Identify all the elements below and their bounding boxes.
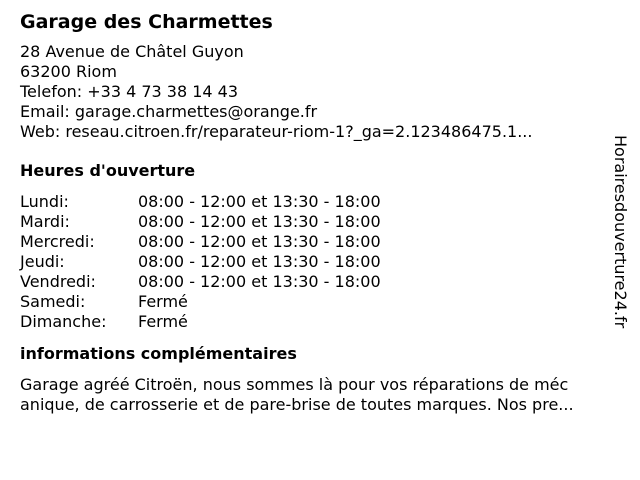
description-line-2: anique, de carrosserie et de pare-brise de toutes marques. Nos pre... (20, 395, 574, 414)
business-description (20, 375, 626, 415)
address-line-1: 28 Avenue de Châtel Guyon (20, 42, 244, 61)
time-value: 08:00 - 12:00 et 13:30 - 18:00 (138, 252, 381, 271)
day-label: Dimanche: (20, 312, 107, 331)
additional-info-heading: informations complémentaires (20, 344, 297, 363)
hours-row-monday (20, 192, 610, 212)
time-value: 08:00 - 12:00 et 13:30 - 18:00 (138, 272, 381, 291)
day-label: Lundi: (20, 192, 69, 211)
hours-row-thursday (20, 252, 610, 272)
hours-row-friday (20, 272, 610, 292)
day-label: Samedi: (20, 292, 86, 311)
site-watermark: Horairesdouverture24.fr (611, 135, 630, 329)
opening-hours-heading: Heures d'ouverture (20, 161, 196, 180)
time-value: Fermé (138, 292, 188, 311)
day-label: Mercredi: (20, 232, 95, 251)
time-value: Fermé (138, 312, 188, 331)
address-line-2: 63200 Riom (20, 62, 117, 81)
business-name: Garage des Charmettes (20, 11, 273, 33)
website-url: Web: reseau.citroen.fr/reparateur-riom-1?_ga=2.123486475.1... (20, 122, 533, 141)
time-value: 08:00 - 12:00 et 13:30 - 18:00 (138, 192, 381, 211)
hours-row-wednesday (20, 232, 610, 252)
hours-row-sunday (20, 312, 610, 332)
hours-row-saturday (20, 292, 610, 312)
day-label: Mardi: (20, 212, 70, 231)
day-label: Vendredi: (20, 272, 96, 291)
business-card (20, 8, 610, 415)
hours-row-tuesday (20, 212, 610, 232)
time-value: 08:00 - 12:00 et 13:30 - 18:00 (138, 212, 381, 231)
description-line-1: Garage agréé Citroën, nous sommes là pour vos réparations de méc (20, 375, 569, 394)
time-value: 08:00 - 12:00 et 13:30 - 18:00 (138, 232, 381, 251)
phone-number: Telefon: +33 4 73 38 14 43 (20, 82, 239, 101)
email-address: Email: garage.charmettes@orange.fr (20, 102, 318, 121)
day-label: Jeudi: (20, 252, 65, 271)
